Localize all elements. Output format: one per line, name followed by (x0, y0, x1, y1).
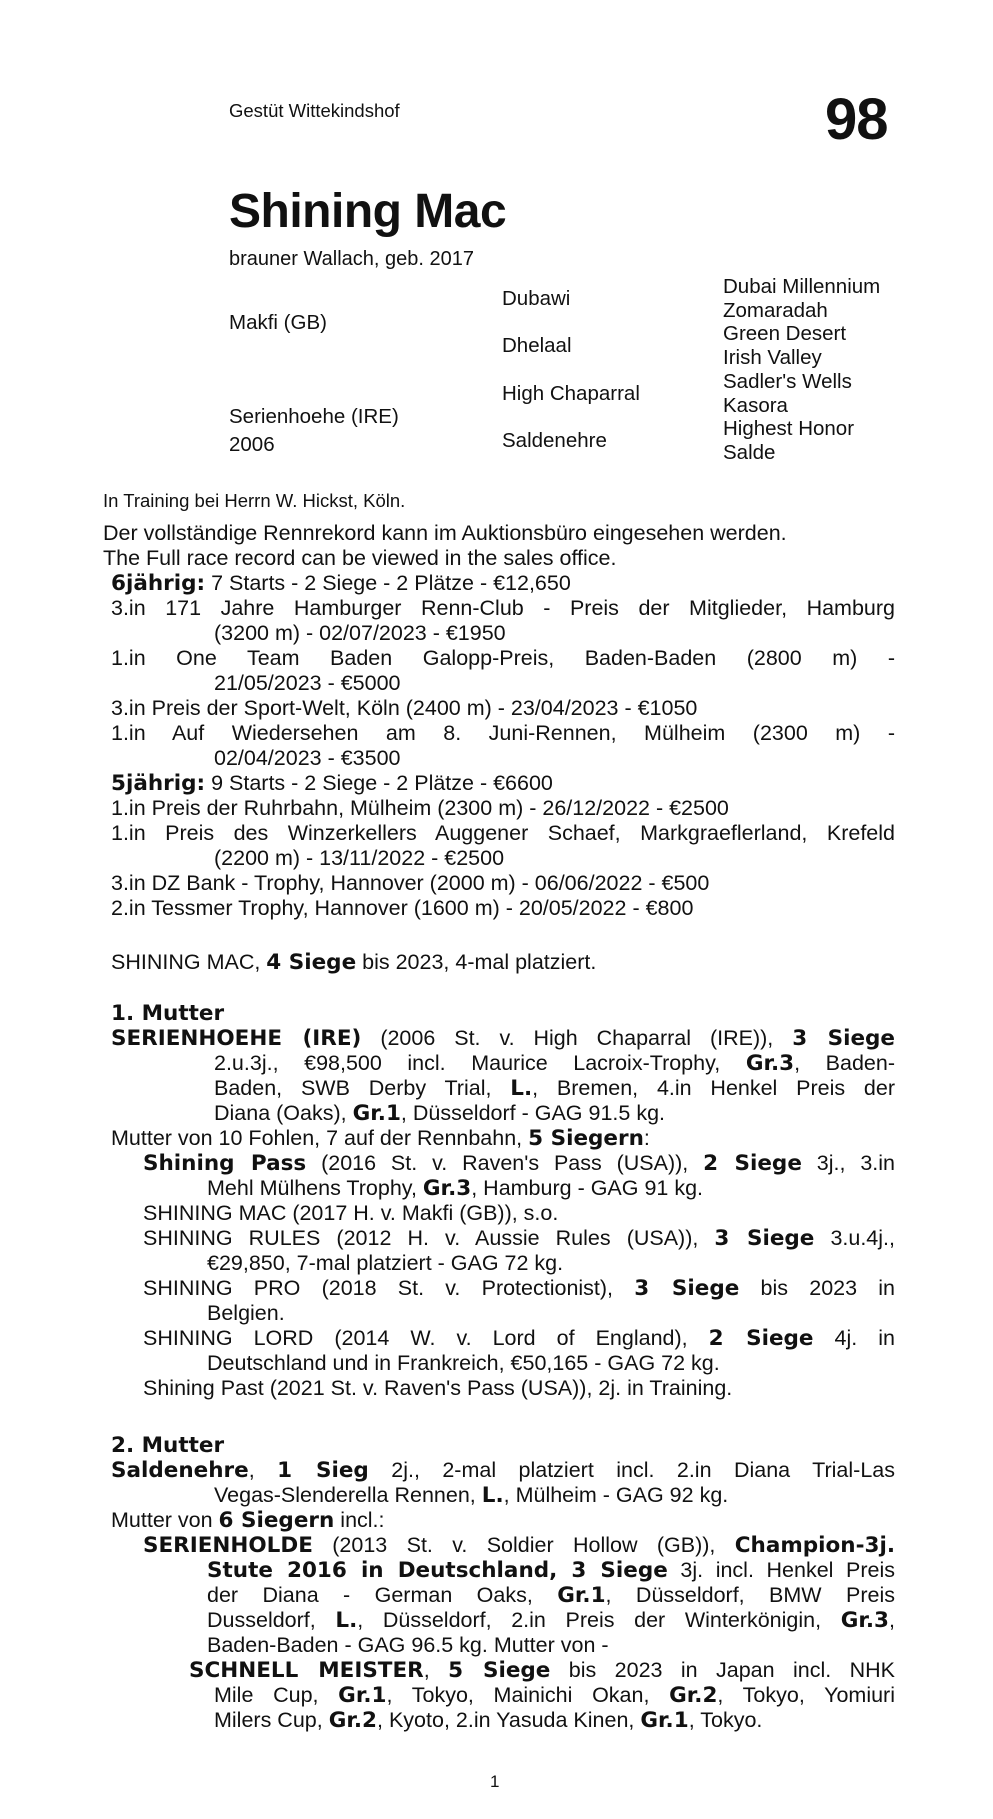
age5-race-3: 3.in DZ Bank - Trophy, Hannover (2000 m) - 06/06/2022 - €500 (111, 871, 710, 895)
horse-name: Shining Mac (229, 185, 507, 238)
pedigree-dam-sire: High Chaparral (502, 382, 640, 405)
dam1-line-1: SERIENHOEHE (IRE) (2006 St. v. High Chaparral (IRE)), 3 Siege (111, 1026, 895, 1051)
dam1-line-3: Baden, SWB Derby Trial, L., Bremen, 4.in Henkel Preis der (214, 1076, 895, 1101)
studfarm-name: Gestüt Wittekindshof (229, 100, 400, 121)
dam2-sibling-1: SERIENHOLDE (2013 St. v. Soldier Hollow (GB)), Champion-3j. (143, 1533, 895, 1558)
record-note-en: The Full race record can be viewed in the sales office. (103, 546, 617, 570)
pedigree-ggp-1: Dubai Millennium (723, 275, 881, 298)
career-summary: SHINING MAC, 4 Siege bis 2023, 4-mal platziert. (111, 950, 597, 975)
dam2-sibling-1-l3: der Diana - German Oaks, Gr.1, Düsseldorf, BMW Preis (207, 1583, 895, 1608)
foal-4: SHINING PRO (2018 St. v. Protectionist), 3 Siege bis 2023 in (143, 1276, 895, 1301)
pedigree-dam-year: 2006 (229, 433, 275, 456)
age6-race-2-cont: 21/05/2023 - €5000 (214, 671, 401, 695)
dam2-heading: 2. Mutter (111, 1433, 225, 1458)
age6-race-4-cont: 02/04/2023 - €3500 (214, 746, 401, 770)
foal-2: SHINING MAC (2017 H. v. Makfi (GB)), s.o. (143, 1201, 559, 1225)
pedigree-ggp-4: Irish Valley (723, 346, 822, 369)
age6-race-2: 1.in One Team Baden Galopp-Preis, Baden-Baden (2800 m) - (111, 646, 895, 670)
dam1-heading: 1. Mutter (111, 1001, 225, 1026)
foal-5-cont: Deutschland und in Frankreich, €50,165 - GAG 72 kg. (207, 1351, 720, 1375)
pedigree-ggp-8: Salde (723, 441, 776, 464)
foal-6: Shining Past (2021 St. v. Raven's Pass (USA)), 2j. in Training. (143, 1376, 733, 1400)
dam2-sibling-1-l4: Dusseldorf, L., Düsseldorf, 2.in Preis der Winterkönigin, Gr.3, (207, 1608, 895, 1633)
dam1-produce: Mutter von 10 Fohlen, 7 auf der Rennbahn, 5 Siegern: (111, 1126, 650, 1151)
pedigree-ggp-5: Sadler's Wells (723, 370, 852, 393)
race-record (103, 521, 896, 1733)
dam2-produce: Mutter von 6 Siegern incl.: (111, 1508, 385, 1533)
pedigree-ggp-2: Zomaradah (723, 299, 828, 322)
age6-summary-text: 7 Starts - 2 Siege - 2 Plätze - €12,650 (205, 571, 571, 595)
age6-race-1: 3.in 171 Jahre Hamburger Renn-Club - Preis der Mitglieder, Hamburg (111, 596, 895, 620)
foal-3: SHINING RULES (2012 H. v. Aussie Rules (USA)), 3 Siege 3.u.4j., (143, 1226, 895, 1251)
dam2-grandoffspring-1: SCHNELL MEISTER, 5 Siege bis 2023 in Japan incl. NHK (189, 1658, 895, 1683)
dam2-sibling-1-l5: Baden-Baden - GAG 96.5 kg. Mutter von - (207, 1633, 609, 1657)
dam2-grandoffspring-1-l2: Mile Cup, Gr.1, Tokyo, Mainichi Okan, Gr.2, Tokyo, Yomiuri (214, 1683, 895, 1708)
foal-5: SHINING LORD (2014 W. v. Lord of England), 2 Siege 4j. in (143, 1326, 895, 1351)
age5-race-4: 2.in Tessmer Trophy, Hannover (1600 m) - 20/05/2022 - €800 (111, 896, 694, 920)
age5-summary-text: 9 Starts - 2 Siege - 2 Plätze - €6600 (205, 771, 553, 795)
age5-race-1: 1.in Preis der Ruhrbahn, Mülheim (2300 m) - 26/12/2022 - €2500 (111, 796, 729, 820)
dam2-line-2: Vegas-Slenderella Rennen, L., Mülheim - GAG 92 kg. (214, 1483, 729, 1508)
dam2-sibling-1-l2: Stute 2016 in Deutschland, 3 Siege 3j. incl. Henkel Preis (207, 1558, 895, 1583)
pedigree-ggp-3: Green Desert (723, 322, 847, 345)
foal-3-cont: €29,850, 7-mal platziert - GAG 72 kg. (207, 1251, 564, 1275)
age5-race-2-cont: (2200 m) - 13/11/2022 - €2500 (214, 846, 505, 870)
page-number: 1 (490, 1772, 500, 1791)
pedigree-dam: Serienhoehe (IRE) (229, 405, 399, 428)
pedigree-sire-sire: Dubawi (502, 287, 571, 310)
pedigree-ggp-7: Highest Honor (723, 417, 855, 440)
age5-race-2: 1.in Preis des Winzerkellers Auggener Schaef, Markgraeflerland, Krefeld (111, 821, 895, 845)
dam2-grandoffspring-1-l3: Milers Cup, Gr.2, Kyoto, 2.in Yasuda Kinen, Gr.1, Tokyo. (214, 1708, 763, 1733)
age6-label: 6jährig: (111, 571, 206, 596)
record-note-de: Der vollständige Rennrekord kann im Auktionsbüro eingesehen werden. (103, 521, 787, 545)
age5-summary (103, 771, 895, 796)
age6-summary (103, 571, 895, 596)
pedigree-sire: Makfi (GB) (229, 311, 327, 334)
pedigree-sire-dam: Dhelaal (502, 334, 572, 357)
foal-1: Shining Pass (2016 St. v. Raven's Pass (USA)), 2 Siege 3j., 3.in (143, 1151, 895, 1176)
dam2-line-1: Saldenehre, 1 Sieg 2j., 2-mal platziert incl. 2.in Diana Trial-Las (111, 1458, 895, 1483)
age6-race-4: 1.in Auf Wiedersehen am 8. Juni-Rennen, Mülheim (2300 m) - (111, 721, 895, 745)
dam1-line-4: Diana (Oaks), Gr.1, Düsseldorf - GAG 91.5 kg. (214, 1101, 666, 1126)
training-note: In Training bei Herrn W. Hickst, Köln. (103, 490, 406, 511)
lot-number: 98 (825, 87, 888, 152)
age6-race-1-cont: (3200 m) - 02/07/2023 - €1950 (214, 621, 506, 645)
foal-4-cont: Belgien. (207, 1301, 285, 1325)
age6-race-3: 3.in Preis der Sport-Welt, Köln (2400 m) - 23/04/2023 - €1050 (111, 696, 698, 720)
pedigree-ggp-6: Kasora (723, 394, 788, 417)
horse-description: brauner Wallach, geb. 2017 (229, 248, 474, 270)
age5-label: 5jährig: (111, 771, 206, 796)
foal-1-cont: Mehl Mülhens Trophy, Gr.3, Hamburg - GAG 91 kg. (207, 1176, 704, 1201)
dam1-line-2: 2.u.3j., €98,500 incl. Maurice Lacroix-Trophy, Gr.3, Baden- (214, 1051, 896, 1076)
pedigree-dam-dam: Saldenehre (502, 429, 607, 452)
